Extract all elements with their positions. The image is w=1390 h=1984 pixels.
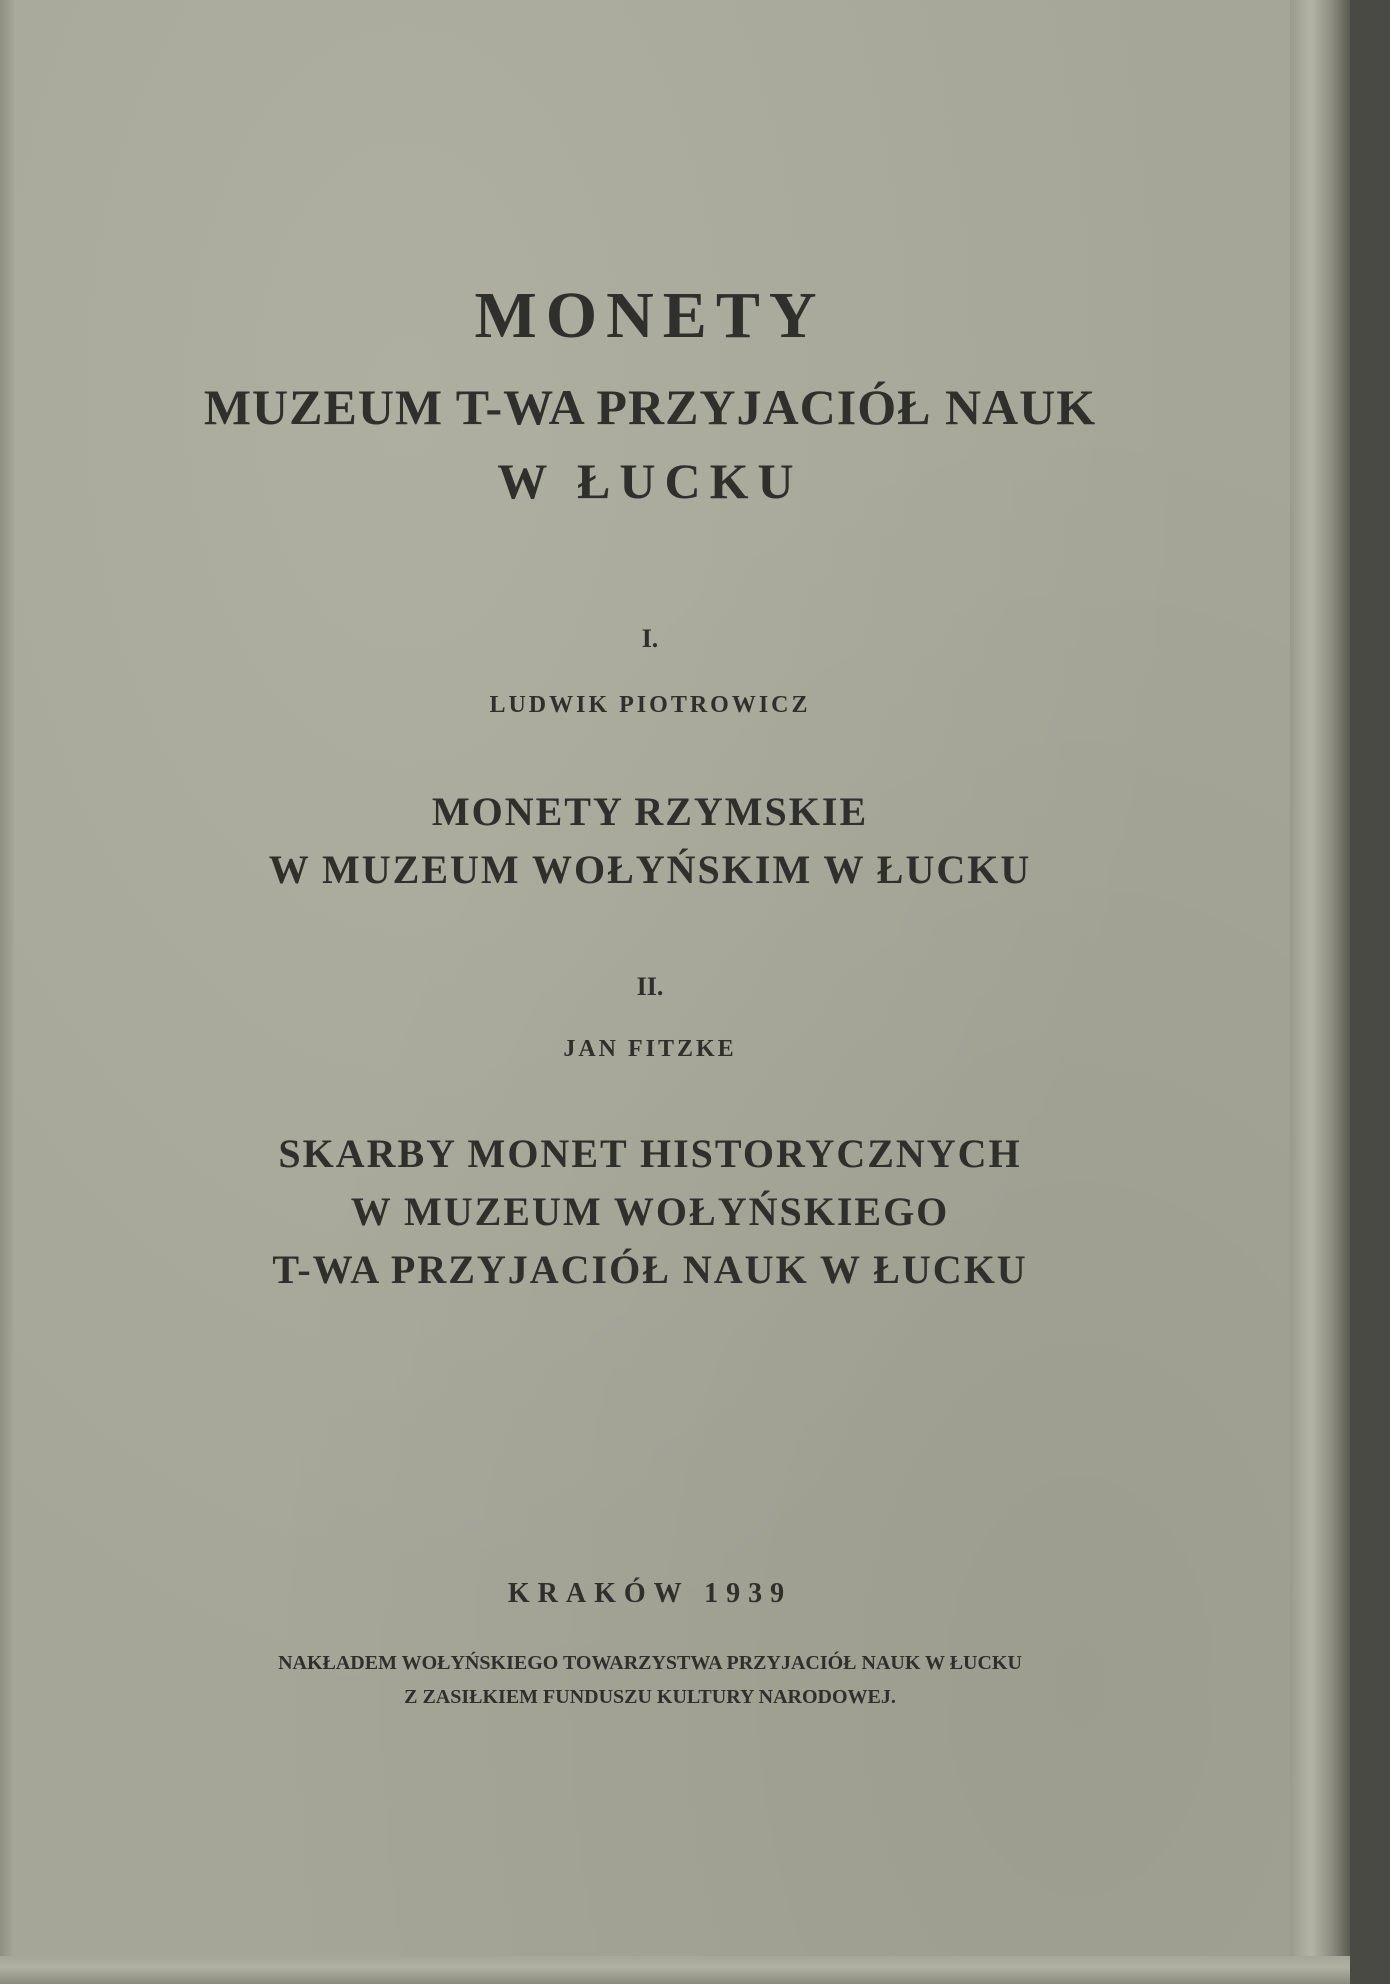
part-1-number: I. <box>641 624 659 653</box>
part-2-title-line-1: SKARBY MONET HISTORYCZNYCH <box>278 1131 1022 1176</box>
series-subtitle-line-1: MUZEUM T-WA PRZYJACIÓŁ NAUK <box>203 379 1097 435</box>
part-1-title-line-1: MONETY RZYMSKIE <box>431 789 869 834</box>
place-and-year: KRAKÓW 1939 <box>507 1578 793 1609</box>
part-1-title-line-2: W MUZEUM WOŁYŃSKIM W ŁUCKU <box>268 847 1032 892</box>
publisher-line-2: Z ZASIŁKIEM FUNDUSZU KULTURY NARODOWEJ. <box>404 1686 896 1708</box>
part-1-author: LUDWIK PIOTROWICZ <box>489 692 811 718</box>
part-2-number: II. <box>636 972 664 1001</box>
cover-bottom-edge <box>0 1956 1350 1984</box>
series-title: MONETY <box>474 279 826 352</box>
publisher-line-1: NAKŁADEM WOŁYŃSKIEGO TOWARZYSTWA PRZYJACIÓŁ NAUK W ŁUCKU <box>278 1652 1022 1674</box>
part-2-title-line-2: W MUZEUM WOŁYŃSKIEGO <box>350 1189 950 1234</box>
series-subtitle-line-2: W ŁUCKU <box>497 453 803 509</box>
part-2-author: JAN FITZKE <box>563 1036 737 1062</box>
part-2-title-line-3: T-WA PRZYJACIÓŁ NAUK W ŁUCKU <box>272 1247 1028 1292</box>
